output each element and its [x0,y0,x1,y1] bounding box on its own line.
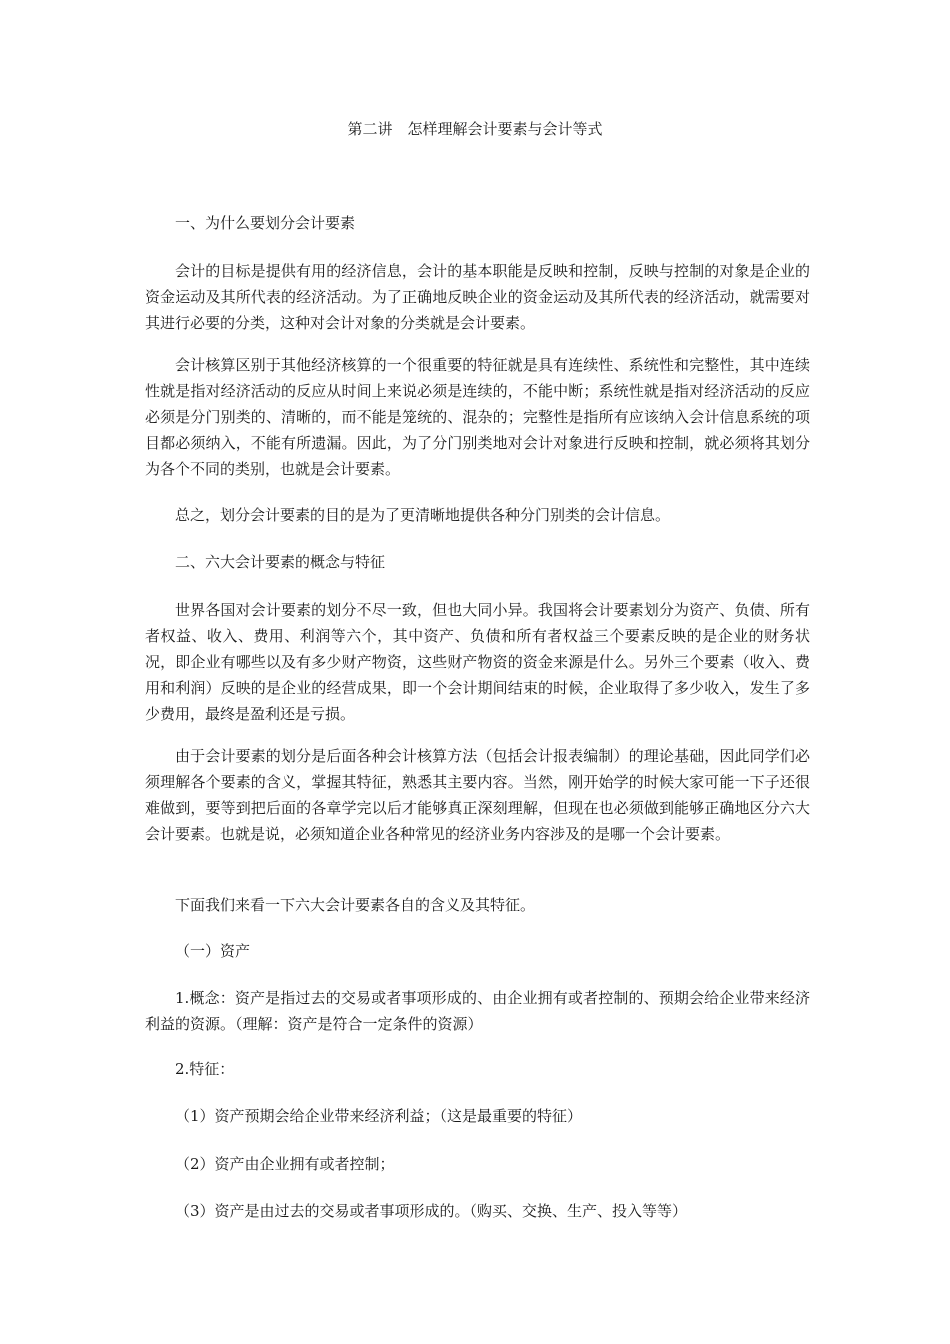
paragraph: 由于会计要素的划分是后面各种会计核算方法（包括会计报表编制）的理论基础，因此同学们必须理解各个要素的含义，掌握其特征，熟悉其主要内容。当然，刚开始学的时候大家可能一下子还很难做到，要等到把后面的各章学完以后才能够真正深刻理解，但现在也必须做到能够正确地区分六大会计要素。也就是说，必须知道企业各种常见的经济业务内容涉及的是哪一个会计要素。 [145,747,810,843]
assets-feature-item: （1）资产预期会给企业带来经济利益；（这是最重要的特征） [175,1107,583,1125]
paragraph: 会计的目标是提供有用的经济信息，会计的基本职能是反映和控制，反映与控制的对象是企业的资金运动及其所代表的经济活动。为了正确地反映企业的资金运动及其所代表的经济活动，就需要对其进行必要的分类，这种对会计对象的分类就是会计要素。 [145,262,810,332]
paragraph: 会计核算区别于其他经济核算的一个很重要的特征就是具有连续性、系统性和完整性，其中连续性就是指对经济活动的反应从时间上来说必须是连续的，不能中断；系统性就是指对经济活动的反应必须是分门别类的、清晰的，而不能是笼统的、混杂的；完整性是指所有应该纳入会计信息系统的项目都必须纳入，不能有所遗漏。因此，为了分门别类地对会计对象进行反映和控制，就必须将其划分为各个不同的类别，也就是会计要素。 [145,356,810,478]
section-heading-1: 一、为什么要划分会计要素 [175,214,356,232]
document-title: 第二讲 怎样理解会计要素与会计等式 [347,120,603,138]
assets-concept: 1.概念：资产是指过去的交易或者事项形成的、由企业拥有或者控制的、预期会给企业带来经济利益的资源。（理解：资产是符合一定条件的资源） [145,989,810,1033]
section-heading-2: 二、六大会计要素的概念与特征 [175,553,386,571]
assets-feature-item: （2）资产由企业拥有或者控制； [175,1155,395,1173]
subsection-heading-assets: （一）资产 [175,942,251,960]
assets-features-label: 2.特征： [175,1060,235,1078]
paragraph: 总之，划分会计要素的目的是为了更清晰地提供各种分门别类的会计信息。 [175,506,671,524]
paragraph: 世界各国对会计要素的划分不尽一致，但也大同小异。我国将会计要素划分为资产、负债、所有者权益、收入、费用、利润等六个，其中资产、负债和所有者权益三个要素反映的是企业的财务状况，即企业有哪些以及有多少财产物资，这些财产物资的资金来源是什么。另外三个要素（收入、费用和利润）反映的是企业的经营成果，即一个会计期间结束的时候，企业取得了多少收入，发生了多少费用，最终是盈利还是亏损。 [145,601,810,723]
assets-feature-item: （3）资产是由过去的交易或者事项形成的。（购买、交换、生产、投入等等） [175,1202,688,1220]
paragraph: 下面我们来看一下六大会计要素各自的含义及其特征。 [175,896,536,914]
